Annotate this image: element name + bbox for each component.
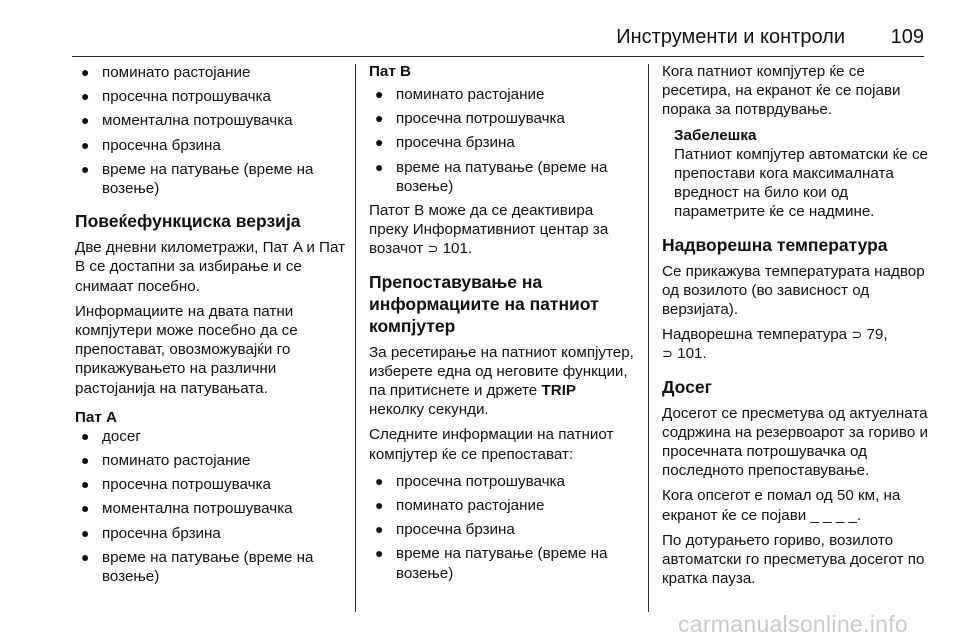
bullet-icon: ● (81, 88, 90, 105)
list-item: ● поминато растојание (375, 497, 545, 515)
paragraph-outside-reference: Надворешна температура ⊃ 79, ⊃ 101. (662, 326, 888, 363)
paragraph-range-calc: Досегот се пресметува од актуелната содржина на резервоарот за гориво и просечната потрошувачка од последното препоставување. (662, 404, 928, 480)
bullet-icon: ● (81, 548, 90, 565)
list-item: ● поминато растојание (81, 64, 251, 81)
heading-trip-b: Пат B (369, 63, 411, 80)
bullet-icon: ● (81, 64, 90, 80)
column-divider-1 (355, 64, 356, 612)
column-divider-2 (648, 64, 649, 612)
list-item: ● просечна потрошувачка (81, 476, 271, 494)
list-item: ● досег (81, 427, 141, 445)
list-item: ● поминато растојание (375, 86, 545, 103)
heading-multifunction-version: Повеќефункциска верзија (75, 211, 301, 232)
trip-key-label: TRIP (541, 382, 577, 400)
paragraph-reset-separately: Информациите на двата патни компјутери може посебно да се препостават, овозможувајќи го прикажувањето на различни растојанија на патувањата. (75, 302, 298, 397)
bullet-icon: ● (81, 524, 90, 541)
paragraph-deactivate: Патот B може да се деактивира преку Информативниот центар за возачот ⊃ 101. (369, 202, 609, 258)
column-1 (75, 62, 353, 591)
column-3 (662, 62, 934, 594)
list-item: ● поминато растојание (81, 452, 251, 470)
trip-info-list (75, 63, 353, 198)
paragraph-two-trips: Две дневни километражи, Пат A и Пат B се достапни за избирање и се снимаат посебно. (75, 239, 346, 295)
page-reference-icon: ⊃ (662, 346, 673, 362)
page-reference-icon: ⊃ (427, 241, 439, 257)
list-item: ● просечна брзина (81, 524, 221, 542)
page-header (0, 0, 960, 56)
bullet-icon: ● (81, 500, 90, 517)
heading-reset-trip-computer: Препоставување на информациите на патниот компјутер (369, 271, 599, 336)
note-text: Патниот компјутер автоматски ќе се препостави кога максималната вредност на било кои од параметрите ќе се надмине. (674, 145, 928, 221)
header-divider (72, 56, 924, 57)
bullet-icon: ● (375, 497, 384, 514)
bullet-icon: ● (81, 160, 90, 177)
bullet-icon: ● (375, 86, 384, 102)
bullet-icon: ● (81, 112, 90, 129)
bullet-icon: ● (375, 134, 384, 151)
bullet-icon: ● (375, 521, 384, 538)
list-item: ● просечна потрошувачка (375, 110, 565, 128)
bullet-icon: ● (81, 452, 90, 469)
list-item: ● моментална потрошувачка (81, 112, 293, 130)
watermark-logo: carmanualsonline.info (677, 611, 908, 637)
paragraph-range-low: Кога опсегот е помал од 50 км, на екранот ќе се појави _ _ _ _. (662, 487, 901, 524)
section-title: Инструменти и контроли (616, 26, 845, 48)
page-number: 109 (890, 26, 924, 48)
paragraph-outside-temperature: Се прикажува температурата надвор од возилото (во зависност од верзијата). (662, 262, 925, 319)
note-box (662, 126, 934, 222)
page-reference: 101. (677, 345, 707, 363)
bullet-icon: ● (81, 476, 90, 493)
page-reference: 79, (866, 326, 888, 344)
bullet-icon: ● (375, 158, 384, 175)
note-title: Забелешка (674, 126, 757, 144)
heading-trip-a: Пат A (75, 408, 117, 426)
list-item: ● време на патување (време на возење) (375, 158, 608, 195)
bullet-icon: ● (81, 427, 90, 444)
list-item: ● просечна потрошувачка (81, 88, 271, 106)
page-reference-icon: ⊃ (851, 327, 863, 343)
heading-range: Досег (662, 376, 712, 397)
column-2 (369, 62, 635, 588)
reset-info-list (369, 472, 635, 583)
heading-outside-temperature: Надворешна температура (662, 234, 888, 255)
trip-b-list (369, 85, 635, 196)
list-item: ● просечна брзина (81, 136, 221, 154)
list-item: ● време на патување (време на возење) (375, 545, 608, 582)
bullet-icon: ● (375, 545, 384, 562)
list-item: ● време на патување (време на возење) (81, 160, 314, 198)
paragraph-range-refuel: По дотурањето гориво, возилото автоматски го пресметува досегот по кратка пауза. (662, 531, 925, 588)
list-item: ● просечна брзина (375, 134, 515, 152)
paragraph-reset-instructions: За ресетирање на патниот компјутер, изберете една од неговите функции, па притиснете и држете TRIP неколку секунди. (369, 343, 634, 419)
bullet-icon: ● (81, 136, 90, 153)
paragraph-following-reset: Следните информации на патниот компјутер ќе се препостават: (369, 426, 614, 463)
page-reference: 101. (442, 240, 473, 258)
bullet-icon: ● (375, 110, 384, 127)
list-item: ● моментална потрошувачка (81, 500, 293, 518)
trip-a-list (75, 427, 353, 586)
list-item: ● просечна потрошувачка (375, 472, 565, 490)
list-item: ● време на патување (време на возење) (81, 548, 314, 586)
list-item: ● просечна брзина (375, 521, 515, 539)
bullet-icon: ● (375, 472, 384, 489)
paragraph-reset-confirm: Кога патниот компјутер ќе се ресетира, на екранот ќе се појави порака за потврдување. (662, 63, 901, 119)
